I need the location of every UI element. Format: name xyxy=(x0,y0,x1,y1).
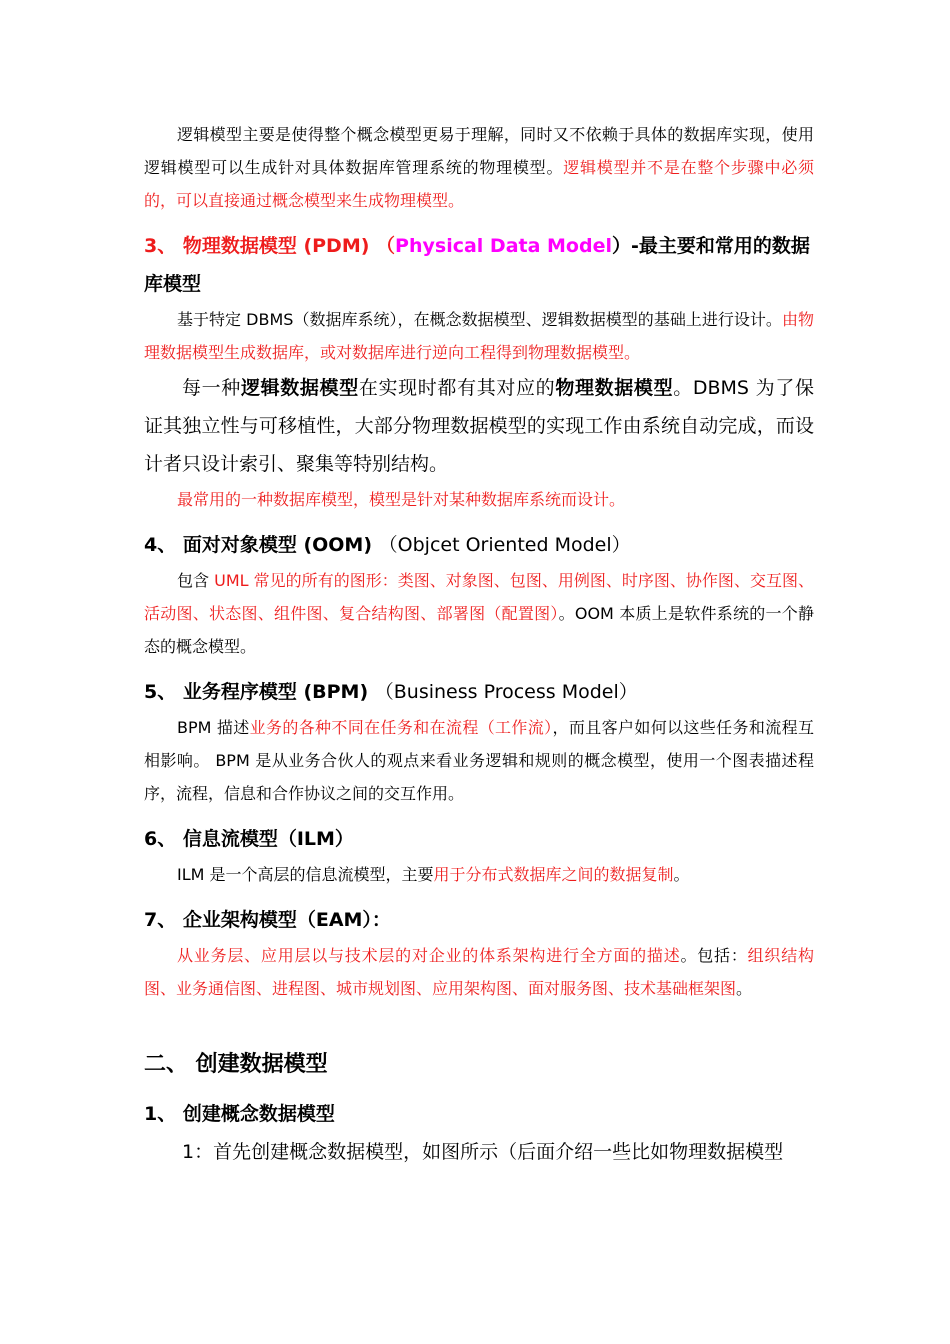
text: ，而且客户如何以这些任务和流程互相影响。 BPM 是从业务合伙人的观点来看业务逻辑和规则的概念模型，使用一个图表描述程序，流程，信息和合作协议之间的交互作用。 xyxy=(144,718,814,803)
paragraph-logical-model xyxy=(144,118,814,217)
paragraph-eam xyxy=(144,939,814,1005)
text: 。包括： xyxy=(680,946,748,965)
text: 逻辑模型主要是使得整个概念模型更易于理解，同时又不依赖于具体的数据库实现，使用逻辑模型可以生成针对具体数据库管理系统的物理模型。 xyxy=(144,125,814,177)
highlight-text: 用于分布式数据库之间的数据复制 xyxy=(433,865,674,884)
paragraph-ilm xyxy=(144,858,814,891)
paragraph-pdm-note: 最常用的一种数据库模型，模型是针对某种数据库系统而设计。 xyxy=(177,490,626,509)
bold-text: 逻辑数据模型 xyxy=(240,377,359,399)
text: 。 xyxy=(736,979,753,998)
heading-bpm xyxy=(144,673,814,711)
heading-pdm-prefix: 3、 物理数据模型 (PDM) （ xyxy=(144,235,396,257)
text: 。OOM 本质上是软件系统的一个静态的概念模型。 xyxy=(144,604,814,656)
highlight-text: 组织结构图、业务通信图、进程图、城市规划图、应用架构图、面对服务图、技术基础框架图 xyxy=(144,946,814,998)
text: 每一种 xyxy=(182,377,241,399)
heading-pdm xyxy=(144,227,814,303)
text: 。DBMS 为了保证其独立性与可移植性，大部分物理数据模型的实现工作由系统自动完成，而设计者只设计索引、聚集等特别结构。 xyxy=(144,377,814,475)
heading-oom-title: 4、 面对对象模型 (OOM) xyxy=(144,534,379,556)
bold-text: 物理数据模型 xyxy=(555,377,674,399)
highlight-text: 逻辑模型并不是在整个步骤中必须的，可以直接通过概念模型来生成物理模型。 xyxy=(144,158,814,210)
heading-eam: 7、 企业架构模型（EAM）： xyxy=(144,909,391,931)
paragraph-oom xyxy=(144,564,814,663)
heading-pdm-english: Physical Data Model xyxy=(395,235,612,257)
paragraph-pdm-definition xyxy=(144,303,814,369)
heading-bpm-english: （Business Process Model） xyxy=(374,681,638,703)
heading-bpm-title: 5、 业务程序模型 (BPM) xyxy=(144,681,375,703)
heading-oom-english: （Objcet Oriented Model） xyxy=(378,534,631,556)
heading-create-cdm: 1、 创建概念数据模型 xyxy=(144,1103,335,1125)
highlight-text: UML 常见的所有的图形：类图、对象图、包图、用例图、时序图、协作图、交互图、活动图、状态图、组件图、复合结构图、部署图（配置图） xyxy=(144,571,814,623)
text: BPM 描述 xyxy=(177,718,250,737)
heading-pdm-suffix: ）-最主要和常用的数据库模型 xyxy=(144,235,810,295)
paragraph-create-cdm-step1: 1：首先创建概念数据模型，如图所示（后面介绍一些比如物理数据模型 xyxy=(182,1141,784,1163)
document-body xyxy=(144,118,814,1171)
paragraph-pdm-detail xyxy=(144,369,814,483)
highlight-text: 从业务层、应用层以与技术层的对企业的体系架构进行全方面的描述 xyxy=(177,946,681,965)
text: 基于特定 DBMS（数据库系统），在概念数据模型、逻辑数据模型的基础上进行设计。 xyxy=(177,310,782,329)
text: 。 xyxy=(673,865,690,884)
section-heading-create-model: 二、 创建数据模型 xyxy=(144,1052,328,1077)
heading-oom xyxy=(144,526,814,564)
paragraph-bpm xyxy=(144,711,814,810)
text: 在实现时都有其对应的 xyxy=(358,377,556,399)
text: 包含 xyxy=(177,571,215,590)
heading-ilm: 6、 信息流模型（ILM） xyxy=(144,828,354,850)
highlight-text: 由物理数据模型生成数据库，或对数据库进行逆向工程得到物理数据模型。 xyxy=(144,310,814,362)
highlight-text: 业务的各种不同在任务和在流程（工作流） xyxy=(249,718,553,737)
text: ILM 是一个高层的信息流模型，主要 xyxy=(177,865,434,884)
